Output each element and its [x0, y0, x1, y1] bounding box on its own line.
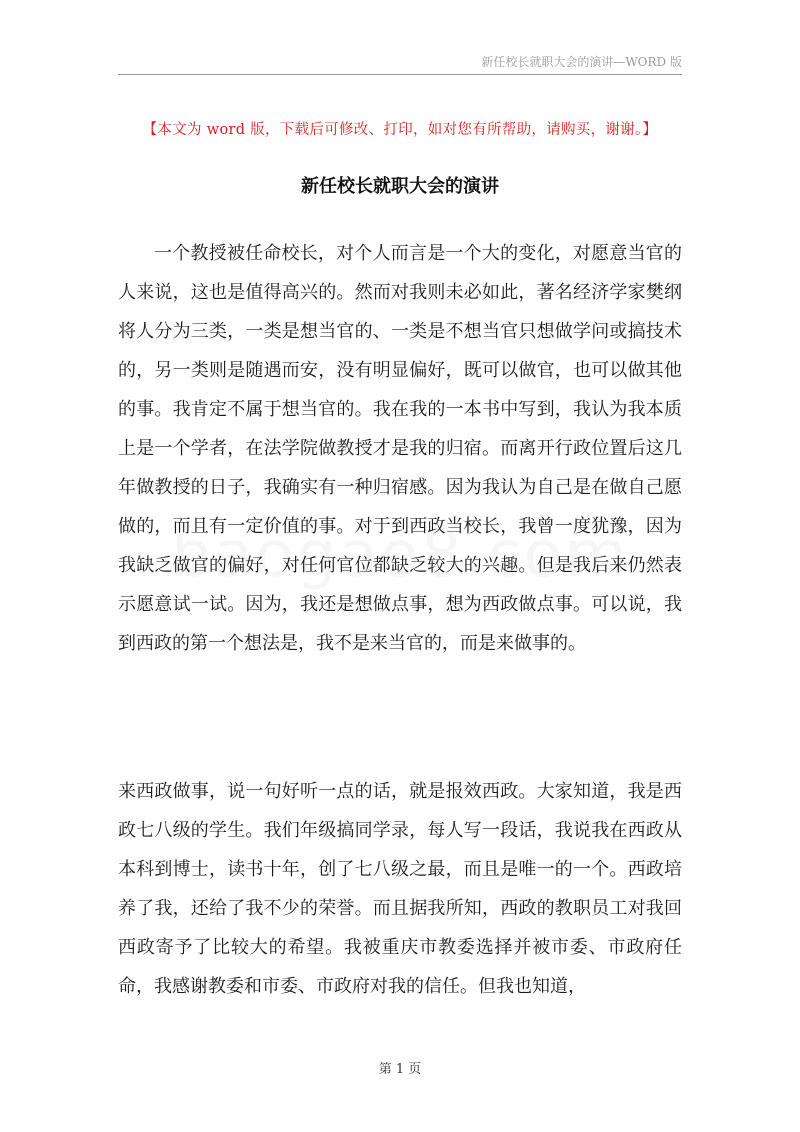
document-title: 新任校长就职大会的演讲 [301, 176, 499, 197]
paragraph-2: 来西政做事，说一句好听一点的话，就是报效西政。大家知道，我是西政七八级的学生。我们年级搞同学录，每人写一段话，我说我在西政从本科到博士，读书十年，创了七八级之最，而且是唯一的一个。西政培养了我，还给了我不少的荣誉。而且据我所知，西政的教职员工对我回西政寄予了比较大的希望。我被重庆市教委选择并被市委、市政府任命，我感谢教委和市委、市政府对我的信任。但我也知道， [118, 781, 682, 997]
paragraph-1: 一个教授被任命校长，对个人而言是一个大的变化，对愿意当官的人来说，这也是值得高兴的。然而对我则未必如此，著名经济学家樊纲将人分为三类，一类是想当官的、一类是不想当官只想做学问或搞技术的，另一类则是随遇而安，没有明显偏好，既可以做官，也可以做其他的事。我肯定不属于想当官的。我在我的一本书中写到，我认为我本质上是一个学者，在法学院做教授才是我的归宿。而离开行政位置后这几年做教授的日子，我确实有一种归宿感。因为我认为自己是在做自己愿做的，而且有一定价值的事。对于到西政当校长，我曾一度犹豫，因为我缺乏做官的偏好，对任何官位都缺乏较大的兴趣。但是我后来仍然表示愿意试一试。因为，我还是想做点事，想为西政做点事。可以说，我到西政的第一个想法是，我不是来当官的，而是来做事的。 [118, 243, 682, 654]
page-header [118, 50, 682, 75]
purchase-notice: 【本文为 word 版，下载后可修改、打印，如对您有所帮助，请购买，谢谢。】 [142, 122, 658, 138]
page-number: 第 1 页 [378, 1062, 422, 1077]
header-text: 新任校长就职大会的演讲—WORD 版 [481, 55, 682, 69]
